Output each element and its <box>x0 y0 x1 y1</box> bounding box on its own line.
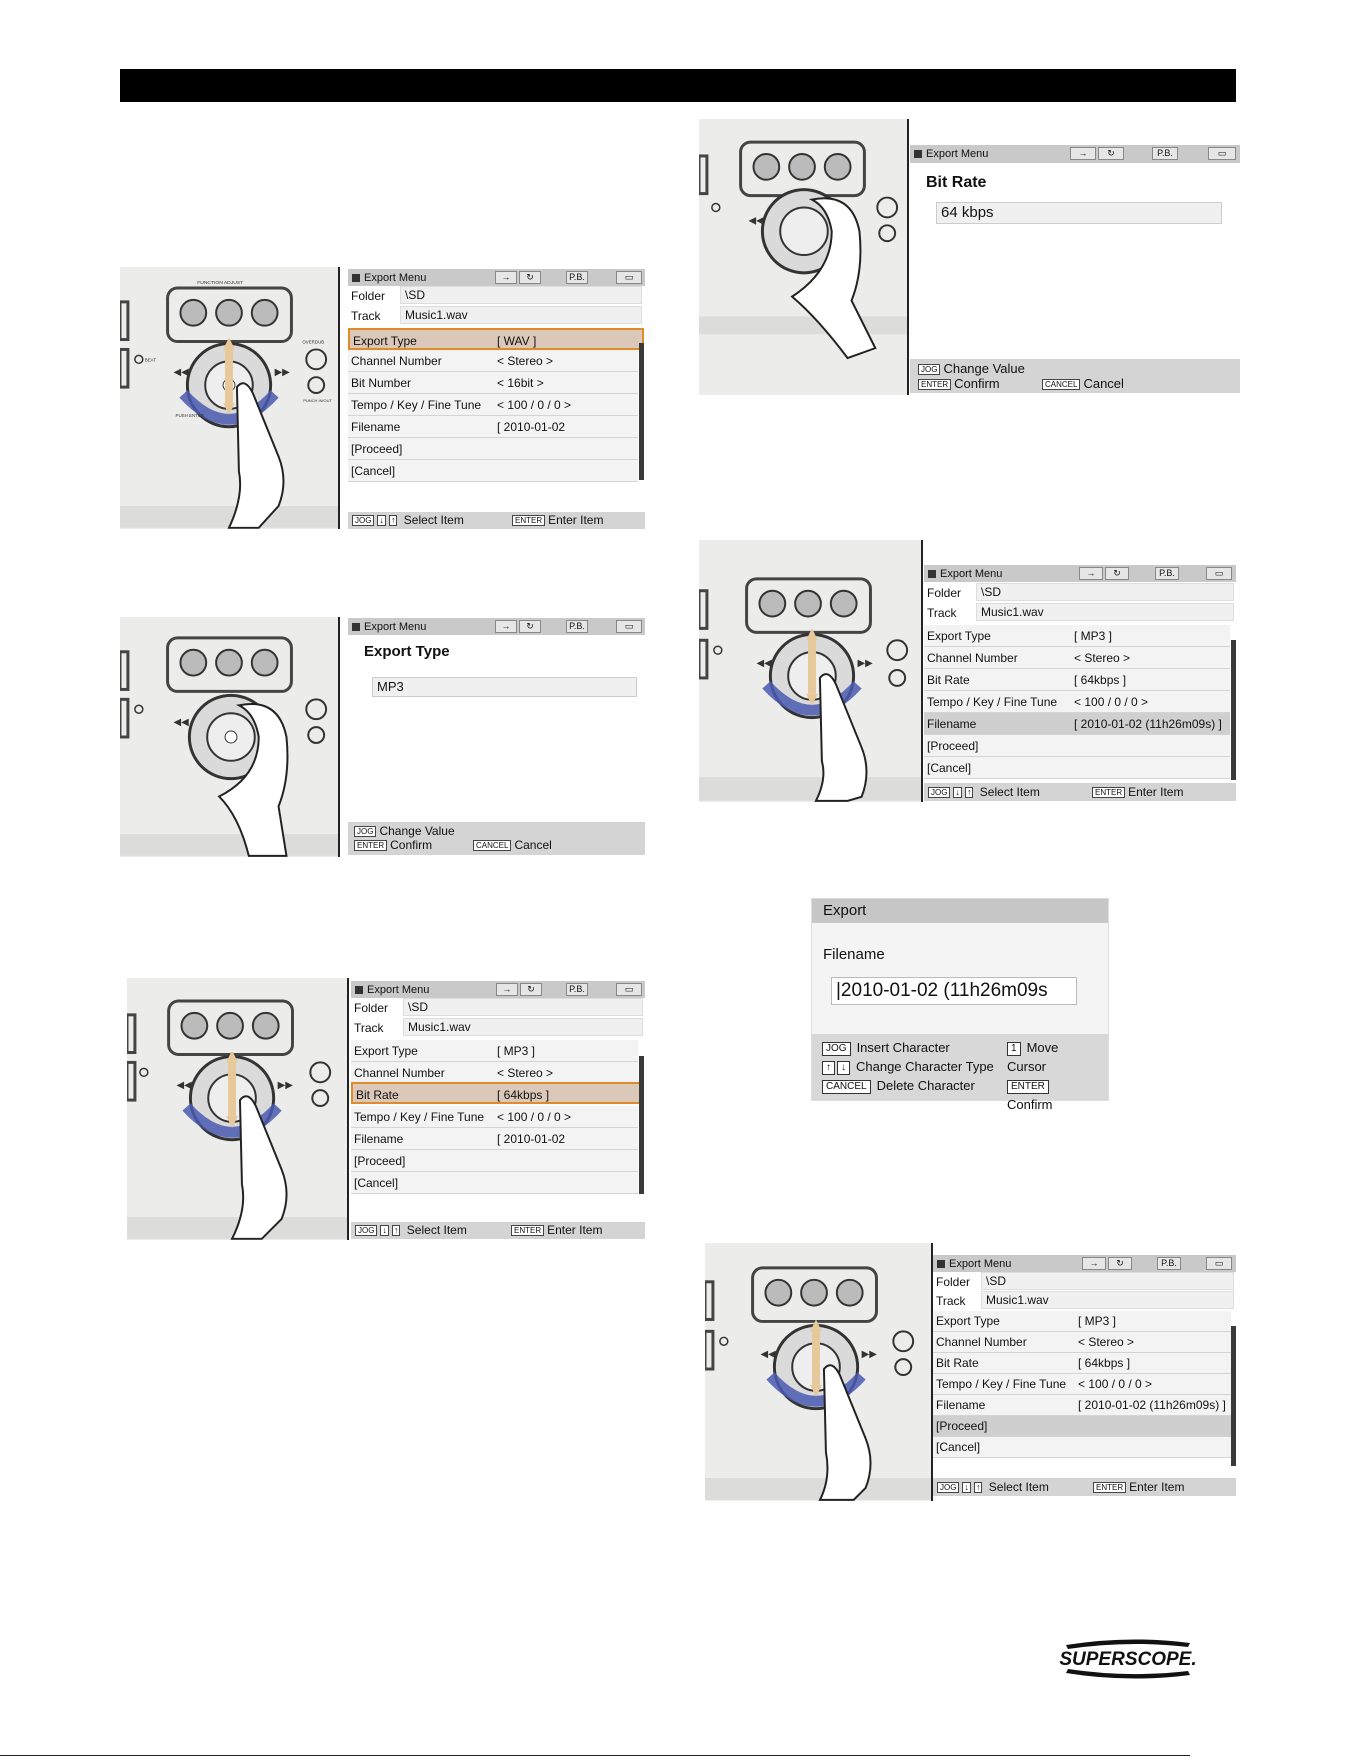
svg-text:OVERDUB: OVERDUB <box>302 339 325 345</box>
figure-export-menu-wav <box>120 267 645 529</box>
value-field[interactable]: 64 kbps <box>936 202 1222 224</box>
svg-text:▶▶: ▶▶ <box>277 1080 293 1092</box>
jog-wheel-photo <box>699 540 921 802</box>
section-header-bar <box>120 69 1236 102</box>
svg-text:◀◀: ◀◀ <box>748 215 764 227</box>
down-arrow-key: ↓ <box>837 1061 850 1075</box>
menu-item-export-type[interactable]: Export Type [ WAV ] <box>348 328 644 350</box>
dialog-hints: JOG Insert Character 1 Move Cursor ↑ ↓ Change Character Type CANCEL Delete Character ENTERConfirm <box>812 1034 1108 1100</box>
pb-indicator: P.B. <box>1157 1257 1181 1270</box>
device-photo <box>120 617 340 857</box>
export-menu-screen <box>348 267 645 529</box>
folder-row: Folder \SD <box>933 1272 1236 1292</box>
figure-export-menu-bitrate <box>127 978 645 1240</box>
svg-text:◀◀: ◀◀ <box>756 658 772 670</box>
menu-item-proceed[interactable]: [Proceed] <box>348 438 638 460</box>
jog-wheel-photo <box>127 978 347 1240</box>
scrollbar[interactable] <box>1231 1326 1236 1466</box>
menu-item-export-type[interactable]: Export Type [ MP3 ] <box>933 1311 1231 1332</box>
arrow-icon: → <box>495 620 517 633</box>
menu-item-cancel[interactable]: [Cancel] <box>351 1172 638 1194</box>
hint-bar: JOG ↓ ↑ Select Item ENTER Enter Item <box>348 512 645 529</box>
menu-item-cancel[interactable]: [Cancel] <box>348 460 638 482</box>
svg-text:PUSH ENTER: PUSH ENTER <box>175 412 205 418</box>
menu-item-filename[interactable]: Filename [ 2010-01-02 <box>351 1128 638 1150</box>
svg-text:◀◀: ◀◀ <box>173 367 189 379</box>
device-photo <box>120 267 340 529</box>
svg-text:▶▶: ▶▶ <box>857 658 873 670</box>
arrow-icon: → <box>1070 147 1096 160</box>
pb-indicator: P.B. <box>1152 147 1178 160</box>
menu-item-filename[interactable]: Filename [ 2010-01-02 (11h26m09s) ] <box>933 1395 1231 1416</box>
svg-text:▶▶: ▶▶ <box>861 1349 877 1361</box>
device-photo <box>699 540 923 802</box>
status-bar: Export Menu → ↻ P.B. ▭ <box>933 1255 1236 1272</box>
battery-icon: ▭ <box>616 620 642 633</box>
menu-item-proceed[interactable]: [Proceed] <box>351 1150 638 1172</box>
track-row: Track Music1.wav <box>933 1291 1236 1311</box>
menu-item-cancel[interactable]: [Cancel] <box>924 757 1230 779</box>
battery-icon: ▭ <box>616 271 642 284</box>
menu-item-export-type[interactable]: Export Type [ MP3 ] <box>351 1040 638 1062</box>
figure-export-menu-filename <box>699 540 1236 802</box>
hint-bar: JOG Change Value ENTER Confirm CANCEL Cancel <box>348 822 645 855</box>
superscope-logo <box>1058 1637 1198 1681</box>
menu-square-icon <box>937 1260 945 1268</box>
folder-row: Folder \SD <box>348 286 645 306</box>
svg-text:BEAT: BEAT <box>144 357 157 363</box>
up-arrow-key: ↑ <box>822 1061 835 1075</box>
export-menu-screen <box>933 1243 1236 1501</box>
filename-label: Filename <box>823 946 885 963</box>
track-row: Track Music1.wav <box>351 1018 645 1038</box>
hint-bar: JOG ↓ ↑ Select Item ENTER Enter Item <box>933 1478 1236 1496</box>
svg-text:SUPERSCOPE.: SUPERSCOPE. <box>1059 1649 1197 1670</box>
value-field[interactable]: MP3 <box>372 677 637 697</box>
export-type-value-screen <box>348 617 645 857</box>
hint-bar: JOG ↓ ↑ Select Item ENTER Enter Item <box>351 1222 645 1239</box>
menu-item-filename[interactable]: Filename [ 2010-01-02 (11h26m09s) ] <box>924 713 1230 735</box>
svg-text:▶▶: ▶▶ <box>274 367 290 379</box>
track-row: Track Music1.wav <box>924 603 1236 623</box>
scrollbar[interactable] <box>639 1056 644 1194</box>
menu-square-icon <box>352 623 360 631</box>
pb-indicator: P.B. <box>566 620 588 633</box>
figure-export-menu-proceed <box>705 1243 1236 1501</box>
loop-icon: ↻ <box>520 983 542 996</box>
loop-icon: ↻ <box>519 271 541 284</box>
menu-item-bit-rate[interactable]: Bit Rate [ 64kbps ] <box>351 1082 644 1104</box>
device-photo <box>699 119 909 395</box>
menu-item-export-type[interactable]: Export Type [ MP3 ] <box>924 625 1230 647</box>
menu-item-cancel[interactable]: [Cancel] <box>933 1437 1231 1458</box>
arrow-icon: → <box>496 983 518 996</box>
menu-square-icon <box>355 986 363 994</box>
battery-icon: ▭ <box>1206 567 1232 580</box>
export-menu-screen <box>351 978 645 1240</box>
arrow-icon: → <box>1082 1257 1106 1270</box>
menu-square-icon <box>352 274 360 282</box>
jog-wheel-photo <box>699 119 907 395</box>
loop-icon: ↻ <box>519 620 541 633</box>
pb-indicator: P.B. <box>566 271 588 284</box>
value-title: Export Type <box>364 643 450 660</box>
menu-item-tempo[interactable]: Tempo / Key / Fine Tune < 100 / 0 / 0 > <box>351 1106 638 1128</box>
hint-bar: JOG ↓ ↑ Select Item ENTER Enter Item <box>924 783 1236 801</box>
figure-bit-rate-value <box>699 119 1240 395</box>
status-bar: Export Menu → ↻ P.B. ▭ <box>924 565 1236 582</box>
loop-icon: ↻ <box>1098 147 1124 160</box>
svg-text:◀◀: ◀◀ <box>760 1349 776 1361</box>
folder-row: Folder \SD <box>351 998 645 1018</box>
arrow-icon: → <box>1079 567 1103 580</box>
bit-rate-value-screen <box>910 119 1240 395</box>
folder-row: Folder \SD <box>924 583 1236 603</box>
filename-input[interactable]: |2010-01-02 (11h26m09s <box>831 977 1077 1005</box>
svg-text:PUNCH IN/OUT: PUNCH IN/OUT <box>303 397 332 403</box>
menu-item-tempo[interactable]: Tempo / Key / Fine Tune < 100 / 0 / 0 > <box>933 1374 1231 1395</box>
jog-wheel-photo <box>120 617 338 857</box>
menu-item-bit-number[interactable]: Bit Number < 16bit > <box>348 372 638 394</box>
menu-square-icon <box>914 150 922 158</box>
pb-indicator: P.B. <box>1155 567 1179 580</box>
status-bar: Export Menu → ↻ P.B. ▭ <box>351 981 645 998</box>
battery-icon: ▭ <box>1206 1257 1232 1270</box>
battery-icon: ▭ <box>616 983 642 996</box>
device-photo <box>127 978 349 1240</box>
menu-item-channel-number[interactable]: Channel Number < Stereo > <box>924 647 1230 669</box>
menu-item-bit-rate[interactable]: Bit Rate [ 64kbps ] <box>933 1353 1231 1374</box>
loop-icon: ↻ <box>1105 567 1129 580</box>
jog-wheel-photo <box>120 267 338 529</box>
value-title: Bit Rate <box>926 174 987 191</box>
svg-text:FUNCTION ADJUST: FUNCTION ADJUST <box>197 281 244 287</box>
track-row: Track Music1.wav <box>348 306 645 326</box>
svg-text:◀◀: ◀◀ <box>173 717 189 729</box>
figure-export-type-value <box>120 617 645 857</box>
hint-bar: JOG Change Value ENTER Confirm CANCEL Cancel <box>910 359 1240 393</box>
menu-item-bit-rate[interactable]: Bit Rate [ 64kbps ] <box>924 669 1230 691</box>
menu-item-channel-number[interactable]: Channel Number < Stereo > <box>933 1332 1231 1353</box>
loop-icon: ↻ <box>1108 1257 1132 1270</box>
menu-item-tempo[interactable]: Tempo / Key / Fine Tune < 100 / 0 / 0 > <box>924 691 1230 713</box>
status-bar: Export Menu → ↻ P.B. ▭ <box>910 145 1240 163</box>
menu-item-proceed[interactable]: [Proceed] <box>933 1416 1231 1437</box>
menu-item-channel-number[interactable]: Channel Number < Stereo > <box>348 350 638 372</box>
status-bar: Export Menu → ↻ P.B. ▭ <box>348 269 645 286</box>
svg-text:◀◀: ◀◀ <box>176 1080 192 1092</box>
scrollbar[interactable] <box>639 343 644 480</box>
jog-wheel-photo <box>705 1243 931 1501</box>
device-photo <box>705 1243 933 1501</box>
menu-item-proceed[interactable]: [Proceed] <box>924 735 1230 757</box>
brand-logo <box>1058 1637 1198 1681</box>
scrollbar[interactable] <box>1231 640 1236 780</box>
status-bar: Export Menu → ↻ P.B. ▭ <box>348 618 645 635</box>
export-filename-dialog <box>811 898 1109 1112</box>
footer-rule <box>0 1755 1190 1756</box>
battery-icon: ▭ <box>1208 147 1236 160</box>
menu-item-filename[interactable]: Filename [ 2010-01-02 <box>348 416 638 438</box>
export-menu-screen <box>924 540 1236 802</box>
pb-indicator: P.B. <box>566 983 588 996</box>
menu-item-tempo[interactable]: Tempo / Key / Fine Tune < 100 / 0 / 0 > <box>348 394 638 416</box>
menu-item-channel-number[interactable]: Channel Number < Stereo > <box>351 1062 638 1084</box>
menu-square-icon <box>928 570 936 578</box>
arrow-icon: → <box>495 271 517 284</box>
dialog-header: Export <box>812 899 1108 923</box>
